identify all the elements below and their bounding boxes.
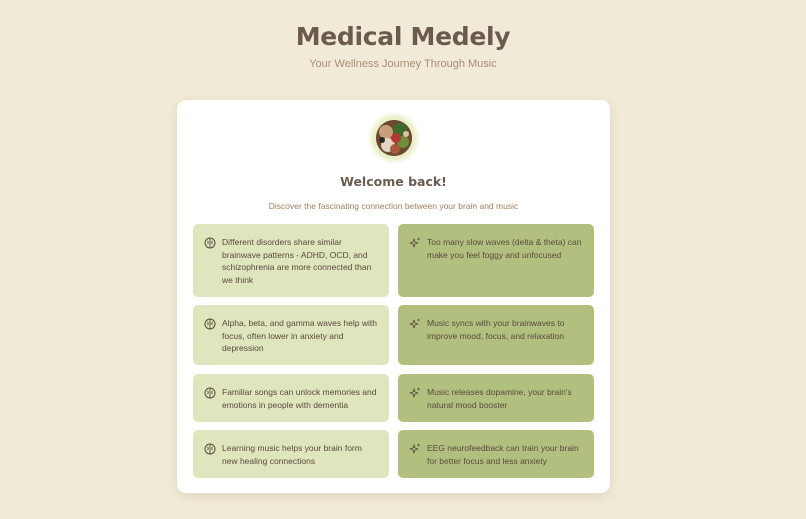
fact-card[interactable] (398, 430, 594, 478)
avatar-glow (368, 112, 420, 164)
fact-card[interactable] (398, 305, 594, 365)
fact-card[interactable] (193, 224, 389, 297)
brain-icon (204, 318, 216, 330)
fact-card[interactable] (193, 430, 389, 478)
fact-text: Music releases dopamine, your brain's natural mood booster (427, 387, 572, 410)
sparkles-icon (409, 387, 421, 399)
food-bowl-image (376, 120, 412, 156)
brain-icon (204, 387, 216, 399)
fact-text: Familiar songs can unlock memories and emotions in people with dementia (222, 387, 377, 410)
fact-text: Music syncs with your brainwaves to improve mood, focus, and relaxation (427, 318, 565, 341)
page-header (0, 20, 806, 71)
fact-card[interactable] (398, 224, 594, 297)
brain-icon (204, 443, 216, 455)
avatar[interactable] (376, 120, 412, 156)
fact-text: Learning music helps your brain form new healing connections (222, 443, 362, 466)
fact-text: Alpha, beta, and gamma waves help with focus, often lower in anxiety and depression (222, 318, 377, 354)
page-title: Medical Medely (295, 22, 511, 51)
welcome-card (177, 100, 610, 493)
fact-text: EEG neurofeedback can train your brain for better focus and less anxiety (427, 443, 579, 466)
sparkles-icon (409, 318, 421, 330)
page-subtitle: Your Wellness Journey Through Music (309, 58, 497, 70)
fact-text: Different disorders share similar brainwave patterns - ADHD, OCD, and schizophrenia are more connected than we think (222, 237, 372, 285)
welcome-tagline: Discover the fascinating connection between your brain and music (268, 201, 519, 211)
welcome-heading: Welcome back! (340, 174, 447, 189)
fact-card[interactable] (193, 374, 389, 422)
sparkles-icon (409, 443, 421, 455)
brain-icon (204, 237, 216, 249)
fact-text: Too many slow waves (delta & theta) can make you feel foggy and unfocused (427, 237, 582, 260)
sparkles-icon (409, 237, 421, 249)
fact-card[interactable] (398, 374, 594, 422)
fact-card[interactable] (193, 305, 389, 365)
